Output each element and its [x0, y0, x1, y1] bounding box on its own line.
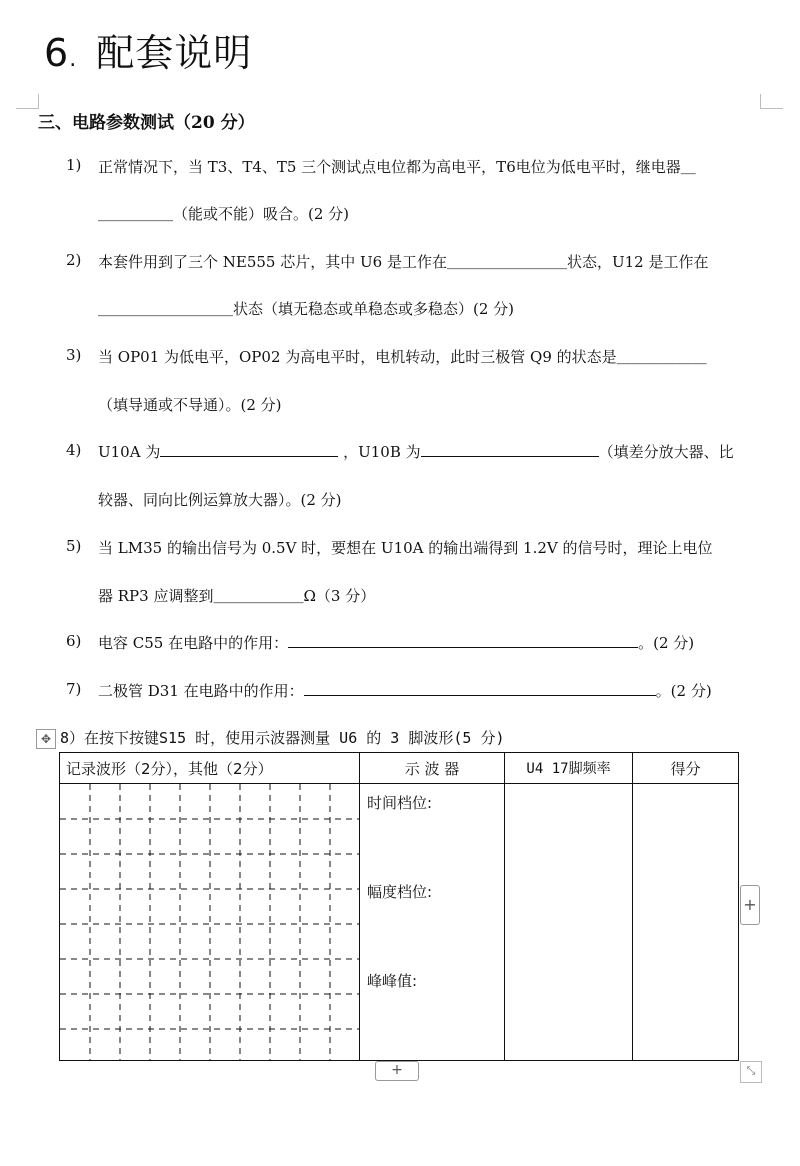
question-4-part-a: U10A 为 [98, 443, 161, 461]
crop-mark-right [760, 94, 783, 109]
answer-blank[interactable] [160, 442, 338, 457]
add-row-button[interactable]: + [375, 1061, 419, 1081]
question-number: 3) [66, 346, 82, 364]
question-3-line2: （填导通或不导通）。(2 分) [98, 396, 282, 414]
question-4-part-b: ，U10B 为 [343, 443, 421, 461]
question-3-line1: 当 OP01 为低电平，OP02 为高电平时，电机转动，此时三极管 Q9 的状态是＿＿＿＿＿＿ [98, 348, 707, 366]
table-header-oscilloscope: 示 波 器 [360, 753, 505, 784]
question-number: 5) [66, 537, 82, 555]
question-number: 1) [66, 156, 82, 174]
question-1-line2: ＿＿＿＿＿（能或不能）吸合。(2 分) [98, 205, 350, 223]
answer-blank[interactable] [288, 633, 638, 648]
question-number: 6) [66, 632, 82, 650]
question-2-line1: 本套件用到了三个 NE555 芯片，其中 U6 是工作在＿＿＿＿＿＿＿＿状态，U12 是工作在 [98, 253, 709, 271]
score-cell[interactable] [633, 784, 739, 1061]
section-title: 三、电路参数测试（20 分） [38, 113, 255, 133]
question-1-line1: 正常情况下，当 T3、T4、T5 三个测试点电位都为高电平，T6电位为低电平时，继电器＿ [98, 158, 696, 176]
measurement-table [59, 752, 739, 1061]
oscilloscope-cell[interactable] [360, 784, 505, 1061]
question-8: 8）在按下按键S15 时，使用示波器测量 U6 的 3 脚波形(5 分) [60, 729, 505, 747]
frequency-cell[interactable] [505, 784, 633, 1061]
table-move-icon[interactable]: ✥ [36, 729, 56, 749]
question-7-prompt: 二极管 D31 在电路中的作用： [98, 682, 304, 700]
table-header-waveform: 记录波形（2分），其他（2分） [60, 753, 360, 784]
table-header-score: 得分 [633, 753, 739, 784]
question-number: 4) [66, 441, 82, 459]
table-resize-icon[interactable]: ⤡ [740, 1061, 762, 1083]
question-4-line2: 较器、同向比例运算放大器）。(2 分) [98, 491, 342, 509]
heading [44, 22, 252, 77]
answer-blank[interactable] [421, 442, 599, 457]
question-5-line1: 当 LM35 的输出信号为 0.5V 时，要想在 U10A 的输出端得到 1.2V 的信号时，理论上电位 [98, 539, 713, 557]
question-6-line1 [98, 632, 694, 653]
heading-dot: . [69, 47, 78, 72]
amplitude-scale-label: 幅度档位: [367, 883, 433, 901]
question-4-part-c: （填差分放大器、比 [598, 443, 734, 461]
table-header-frequency: U4 17脚频率 [505, 753, 633, 784]
heading-text: 配套说明 [96, 31, 253, 75]
answer-blank[interactable] [304, 681, 656, 696]
question-7-score: 。(2 分) [655, 682, 712, 700]
add-column-button[interactable]: + [740, 885, 760, 925]
time-scale-label: 时间档位: [367, 794, 433, 812]
heading-number: 6 [44, 31, 70, 75]
question-4-line1 [98, 441, 734, 462]
question-2-line2: ＿＿＿＿＿＿＿＿＿状态（填无稳态或单稳态或多稳态）(2 分) [98, 300, 515, 318]
question-number: 2) [66, 251, 82, 269]
question-7-line1 [98, 680, 712, 701]
question-6-score: 。(2 分) [638, 634, 695, 652]
waveform-grid-cell[interactable] [60, 784, 360, 1061]
crop-mark-left [16, 94, 39, 109]
question-number: 7) [66, 680, 82, 698]
peak-to-peak-label: 峰峰值: [367, 972, 418, 990]
question-6-prompt: 电容 C55 在电路中的作用： [98, 634, 289, 652]
question-5-line2: 器 RP3 应调整到＿＿＿＿＿＿Ω（3 分） [98, 587, 376, 605]
waveform-grid [60, 784, 360, 1060]
